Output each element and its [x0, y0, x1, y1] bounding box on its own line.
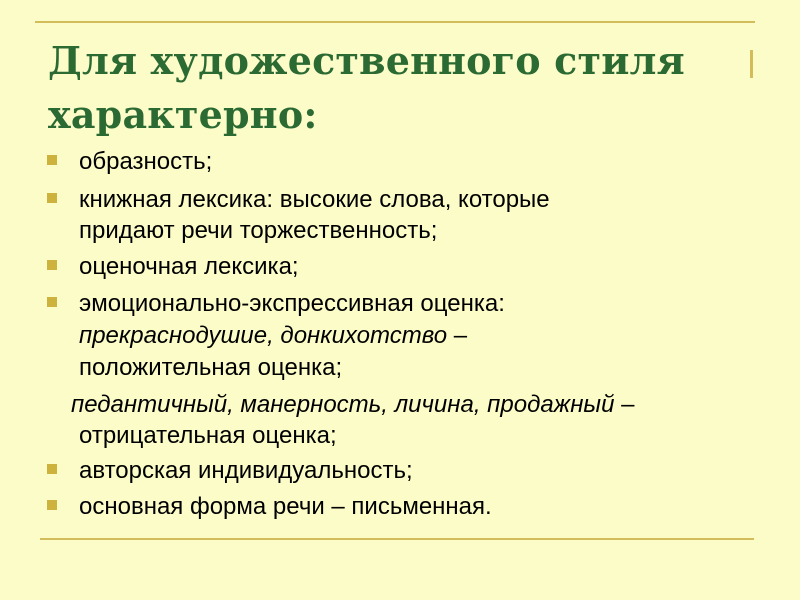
bullet-square-icon [47, 500, 57, 510]
title-line-2: характерно: [48, 92, 318, 137]
bullet-square-icon [47, 260, 57, 270]
bullet-square-icon [47, 155, 57, 165]
list-item: оценочная лексика; [79, 253, 299, 280]
title-line-1: Для художественного стиля [48, 38, 685, 83]
list-item-line: придают речи торжественность; [79, 217, 438, 244]
list-item-line [79, 322, 467, 350]
italic-example: педантичный, манерность, личина, продажный [71, 391, 615, 418]
list-item: авторская индивидуальность; [79, 457, 413, 484]
bullet-square-icon [47, 464, 57, 474]
italic-example: прекраснодушие, донкихотство [79, 322, 448, 349]
list-item-line: отрицательная оценка; [79, 422, 337, 449]
dash: – [447, 322, 468, 349]
bullet-square-icon [47, 297, 57, 307]
list-item-line: книжная лексика: высокие слова, которые [79, 186, 550, 213]
list-item-line: эмоционально-экспрессивная оценка: [79, 290, 505, 317]
list-item: образность; [79, 148, 213, 175]
list-item-line [71, 391, 634, 419]
bullet-square-icon [47, 193, 57, 203]
bottom-rule [40, 538, 754, 540]
list-item: основная форма речи – письменная. [79, 493, 492, 520]
dash: – [614, 391, 635, 418]
list-item-line: положительная оценка; [79, 354, 343, 381]
